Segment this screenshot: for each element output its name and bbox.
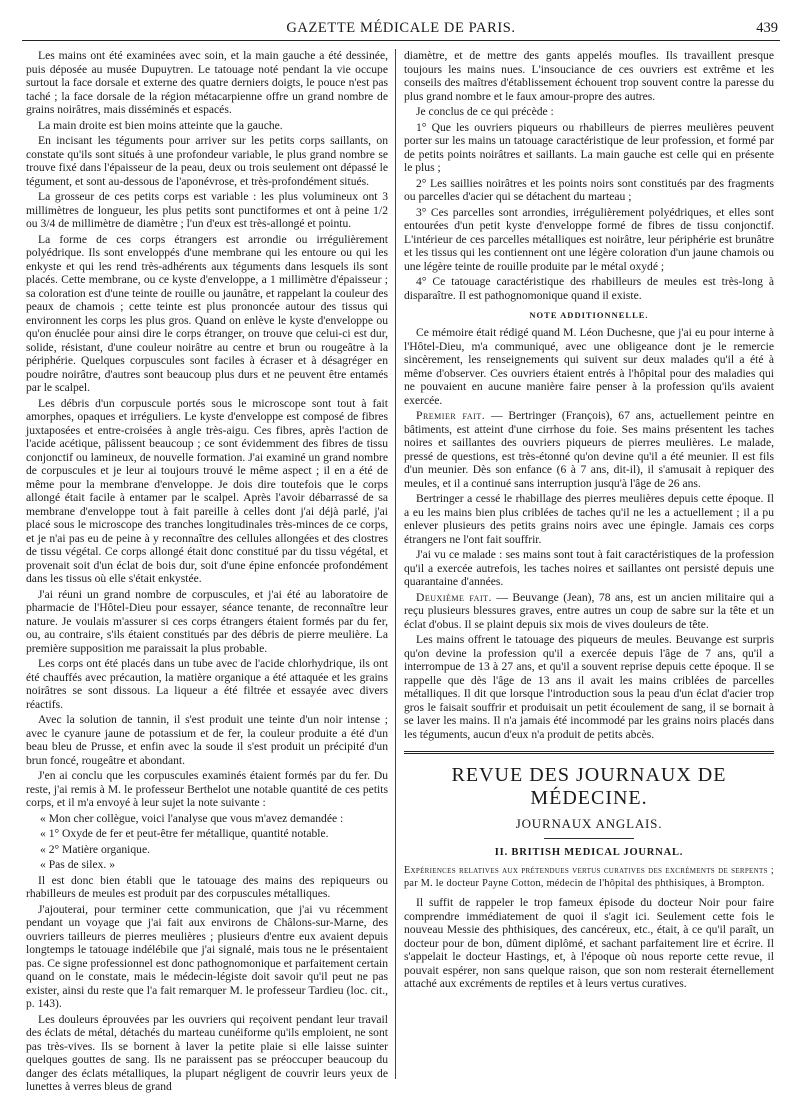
quoted-letter-line: « 1° Oxyde de fer et peut-être fer métallique, quantité notable. <box>40 827 329 840</box>
article-heading <box>404 864 774 890</box>
paragraph: Je conclus de ce qui précède : <box>416 105 554 118</box>
paragraph: En incisant les téguments pour arriver sur les petits corps saillants, on constate qu'ils sont situés à une profondeur variable, le plus grand nombre se trouve fixé dans l'épaisseur de la peau, deux ou trois seulement ont dépassé le tégument, et sont au-dessous de l'aponévrose, et très-profondément situés. <box>26 134 388 188</box>
paragraph: Les douleurs éprouvées par les ouvriers qui reçoivent pendant leur travail des éclats de métal, détachés du marteau cunéiforme qu'ils emploient, ne sont pas très-vives. Ils se bornent à laver la petite plaie si elle laisse suinter quelques gouttes de sang. Ils ne paraissent pas se préoccuper beaucoup du danger des éclats métalliques, la plupart négligent de couvrir leurs yeux de lunettes à verres bleus de grand <box>26 1012 388 1093</box>
page-number: 439 <box>756 20 778 36</box>
journal-title: II. BRITISH MEDICAL JOURNAL. <box>494 847 684 858</box>
paragraph: Les corps ont été placés dans un tube avec de l'acide chlorhydrique, ils ont été chauffés avec précaution, la matière organique a été attaquée et les grains noirâtres se sont dissous. La liqueur a été filtrée et essayée avec divers réactifs. <box>26 657 388 711</box>
section-title: REVUE DES JOURNAUX DE MÉDECINE. <box>451 764 727 809</box>
paragraph: Bertringer a cessé le rhabillage des pierres meulières depuis cette époque. Il a eu les mains bien plus criblées de taches qu'il ne les a actuellement ; il a pu enlever plusieurs des petits grains noirs avec une épingle. Jamais ces corps étrangers ne l'ont fait souffrir. <box>404 492 774 546</box>
paragraph: La forme de ces corps étrangers est arrondie ou irrégulièrement polyédrique. Ils sont enveloppés d'une membrane qui les entoure ou qui les enkyste et qui les rend très-adhérents aux téguments dans lesquels ils sont placés. Cette membrane, ou ce kyste d'enveloppe, a 1 millimètre d'épaisseur ; sa coloration est d'une teinte de rouille ou jaunâtre, et rappelant la couleur des peaux de chamois ; cette teinte est plus prononcée autour des tissus qui environnent les corps les plus gros. Quand on enlève le kyste d'enveloppe ou qu'on énuclée pour ainsi dire le corps étranger, on trouve que celui-ci est dur, solide, résistant, d'une couleur noirâtre au centre et brun ou rougeâtre à la périphérie. Quelques corpuscules sont faciles à écraser et à désagréger en poudre noirâtre, d'autres sont beaucoup plus durs et ne peuvent être entamés par le scalpel. <box>26 232 388 394</box>
paragraph: Ce mémoire était rédigé quand M. Léon Duchesne, que j'ai eu pour interne à l'Hôtel-Dieu, m'a communiqué, avec une obligeance dont je le remercie sincèrement, les renseignements qui suivent sur deux malades qu'il a été à même d'observer. Ces ouvriers étaient entrés à l'hôpital pour des maladies qui ne pouvaient en aucune manière faire penser à la profession qu'ils avaient exercée. <box>404 326 774 407</box>
conclusion-item: 1° Que les ouvriers piqueurs ou rhabilleurs de pierres meulières peuvent porter sur les mains un tatouage caractéristique de leur profession, et formé par de petits points noirâtres et saillants. La main gauche est celle qui en présente le plus ; <box>404 120 774 174</box>
quoted-letter-line: « Pas de silex. » <box>40 858 116 871</box>
quoted-letter-line: « Mon cher collègue, voici l'analyse que vous m'avez demandée : <box>40 811 344 825</box>
subsection-title: JOURNAUX ANGLAIS. <box>515 816 663 831</box>
paragraph: J'ai réuni un grand nombre de corpuscules, et j'ai été au laboratoire de pharmacie de l'Hôtel-Dieu pour essayer, séance tenante, de reconnaître leur nature. Je voulais m'assurer si ces corps étrangers étaient formés par du fer, ou, au contraire, s'ils étaient constitués par des débris de pierre meulière. La première supposition me paraissait la plus probable. <box>26 587 388 655</box>
conclusion-item: 2° Les saillies noirâtres et les points noirs sont constitués par des fragments ou parcelles d'acier qui se détachent du marteau ; <box>404 176 774 203</box>
right-column <box>404 49 774 1079</box>
case-paragraph <box>404 409 774 490</box>
paragraph: Les mains ont été examinées avec soin, et la main gauche a été dessinée, puis déposée au musée Dupuytren. Le tatouage noté pendant la vie occupe surtout la face dorsale et externe des quatre derniers doigts, le pouce n'est pas taché ; la face dorsale de la région métacarpienne offre un grand nombre de grains noirâtres, mais disséminés et espacés. <box>26 49 388 116</box>
case-label: Deuxième fait. <box>416 590 492 604</box>
article-heading-main: Expériences relatives aux prétendues vertus curatives des excréments de serpents <box>404 865 768 876</box>
paragraph: diamètre, et de mettre des gants appelés moufles. Ils travaillent presque toujours les mains nues. L'insouciance de ces ouvriers est extrême et les conseils des maîtres d'établissement échouent trop souvent contre la paresse du plus grand nombre et le faux amour-propre des autres. <box>404 49 774 103</box>
paragraph: J'ajouterai, pour terminer cette communication, que j'ai vu récemment pendant un voyage que j'ai fait aux environs de Châlons-sur-Marne, des ouvriers tailleurs de pierres meulières ; plusieurs d'entre eux avaient depuis longtemps le tatouage indélébile que j'ai signalé, mais tous ne le présentaient pas. Ce signe professionnel est donc pathognomonique et parfaitement certain quand on le constate, mais le médecin-légiste doit savoir qu'il peut ne pas exister, ainsi du reste que l'a fait remarquer M. le professeur Tardieu (loc. cit., p. 143). <box>26 902 388 1010</box>
case-text: — Bertringer (François), 67 ans, actuellement peintre en bâtiments, est atteint d'une cirrhose du foie. Ses mains présentent les taches noires et saillantes des ouvriers piqueurs de pierres meulières. Le malade, pressé de questions, est très-étonné qu'on devine qu'il a été meunier. Il est fils d'un meunier. Dès son enfance (6 à 7 ans, dit-il), il s'amusait à repiquer des meules, et il a continué sans interruption jusqu'à l'âge de 26 ans. <box>404 409 774 490</box>
page-header <box>22 18 780 41</box>
left-column <box>26 49 388 1093</box>
revue-section <box>404 751 774 991</box>
conclusion-item: 3° Ces parcelles sont arrondies, irrégulièrement polyédriques, et elles sont entourées d'un petit kyste d'enveloppe formé de fibres de tissu conjonctif. L'intérieur de ces parcelles métalliques est noirâtre, leur périphérie est brunâtre et les tissus qui les contiennent ont une légère coloration d'un jaune chamois ou une légère teinte de rouille produite par le métal oxydé ; <box>404 205 774 273</box>
conclusion-item: 4° Ce tatouage caractéristique des rhabilleurs de meules est très-long à disparaître. Il est pathognomonique quand il existe. <box>404 275 774 302</box>
case-paragraph <box>404 591 774 632</box>
divider <box>544 838 634 839</box>
paragraph: Les débris d'un corpuscule portés sous le microscope sont tout à fait amorphes, opaques et irréguliers. Le kyste d'enveloppe est composé de fibres juxtaposées et entre-croisées à angle très-aigu. Ces fibres, après l'action de l'acide acétique, pâlissent beaucoup ; ce sont évidemment des fibres de tissu conjonctif ou lamineux, de nouvelle formation. J'ai examiné un grand nombre de corpuscules et je leur ai toujours trouvé le même aspect ; il en a été de même pour la membrane d'enveloppe. Je dois dire toutefois que le corps allongé était facile à entamer par le scalpel. Après l'avoir débarrassé de sa membrane d'enveloppe tout à fait pareille à celles dont j'ai déjà parlé, j'ai placé sous le microscope des tranches longitudinales très-minces de ce corps, et je n'ai pas eu de peine à y reconnaître des cellules allongées et des clostres de tissu végétal. Ce corps allongé était donc constitué par du tissu végétal, et provenait soit d'un éclat de bois dur, soit d'une épine enfoncée profondément dans les tissus où elle s'était enkystée. <box>26 396 388 585</box>
case-label: Premier fait. <box>416 409 486 422</box>
note-heading: NOTE ADDITIONNELLE. <box>529 310 649 320</box>
paragraph: Les mains offrent le tatouage des piqueurs de meules. Beuvange est surpris qu'on devine la profession qu'il a exercée depuis l'âge de 7 ans, qu'il a interrompue de 13 à 27 ans, et qu'il a souvent reprise depuis cette époque. Il se rappelle que dès l'âge de 13 ans il avait les mains criblées de parcelles métalliques. Il dit que lorsque l'introduction sous la peau d'un éclat d'acier trop gros le faisait souffrir et produisait un petit écoulement de sang, il se bornait à se laver les mains. Il n'a jamais été incommodé par les grains noirs placés dans les téguments, aucun d'eux n'a produit de petits abcès. <box>404 633 774 741</box>
paragraph: Avec la solution de tannin, il s'est produit une teinte d'un noir intense ; avec le cyanure jaune de potassium et de fer, la couleur produite a été d'un beau bleu de Prusse, et enfin avec la soude il s'est produit un précipité d'un brun foncé, rougeâtre et abondant. <box>26 713 388 767</box>
paragraph: Il suffit de rappeler le trop fameux épisode du docteur Noir pour faire comprendre immédiatement de quoi il s'agit ici. Seulement cette fois le nouveau Messie des phthisiques, des cancéreux, etc., était, à ce qu'il paraît, un docteur pour de bon, dûment diplômé, et sachant parfaitement lire et écrire. Il s'appelait le docteur Hastings, et, à l'époque où nous reporte cette revue, il pouvait espérer, non sans quelque raison, que son nom resterait éternellement attaché aux excréments de reptiles et à leurs vertus curatives. <box>404 896 774 990</box>
running-title: GAZETTE MÉDICALE DE PARIS. <box>286 20 516 36</box>
paragraph: J'ai vu ce malade : ses mains sont tout à fait caractéristiques de la profession qu'il a exercée autrefois, les taches noires et saillantes ont persisté depuis une quarantaine d'années. <box>404 548 774 588</box>
paragraph: Il est donc bien établi que le tatouage des mains des repiqueurs ou rhabilleurs de meules est produit par des corpuscules métalliques. <box>26 873 388 900</box>
case-text: — Beuvange (Jean), 78 ans, est un ancien militaire qui a reçu plusieurs blessures graves, entre autres un coup de sabre sur la tête et un éclat d'obus. Il se plaint depuis six mois de vives douleurs de tête. <box>404 590 774 631</box>
paragraph: La grosseur de ces petits corps est variable : les plus volumineux ont 3 millimètres de longueur, les plus petits sont punctiformes et ont à peine 1/2 ou 3/4 de millimètre de diamètre ; l'un d'eux est très-allongé et pointu. <box>26 190 388 230</box>
article-heading-rest: ; par M. le docteur Payne Cotton, médecin de l'hôpital des phthisiques, à Brompton. <box>404 865 774 889</box>
paragraph: La main droite est bien moins atteinte que la gauche. <box>38 118 283 132</box>
quoted-letter-line: « 2° Matière organique. <box>40 842 151 856</box>
column-divider <box>395 49 396 1079</box>
paragraph: J'en ai conclu que les corpuscules examinés étaient formés par du fer. Du reste, j'ai remis à M. le professeur Berthelot une notable quantité de ces petits corps, et il m'a envoyé à leur sujet la note suivante : <box>26 769 388 809</box>
